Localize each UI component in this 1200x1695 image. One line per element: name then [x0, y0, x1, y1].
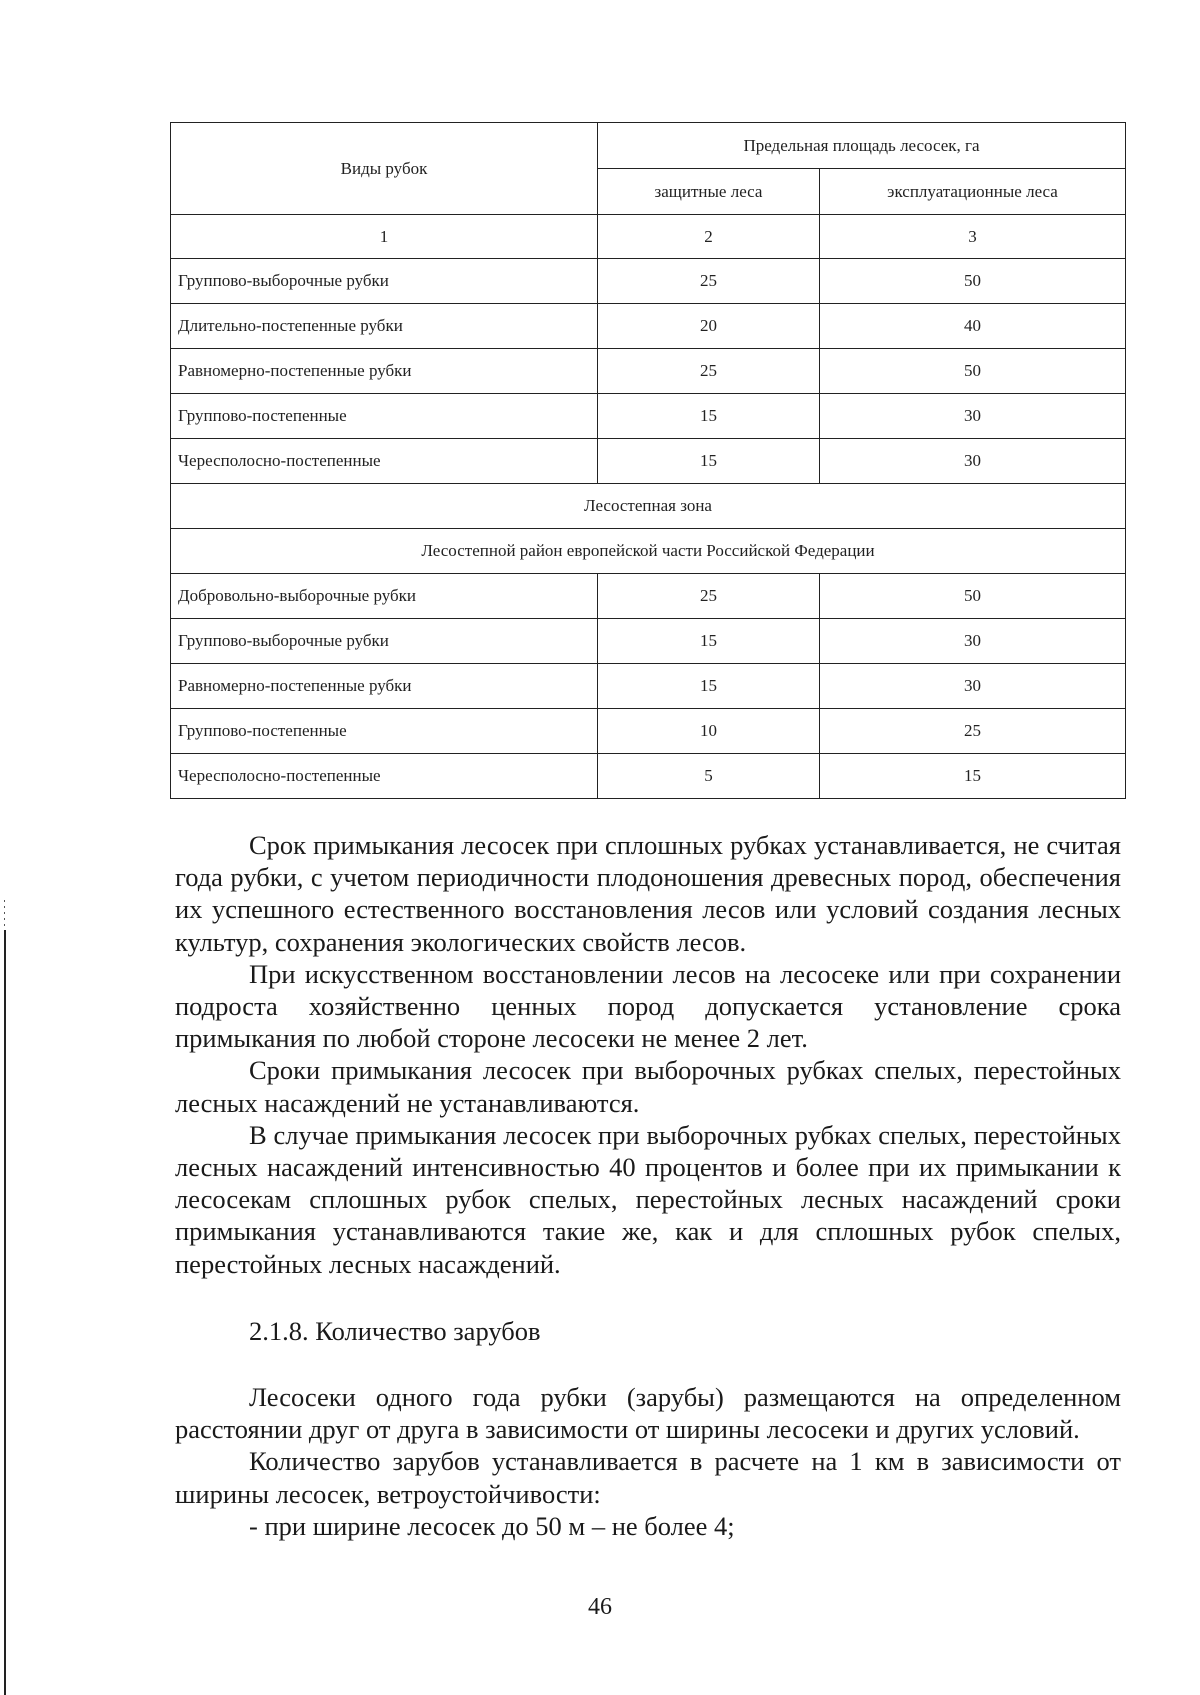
protective-value: 15 [598, 439, 820, 484]
zone-row [171, 484, 1126, 529]
table-row [171, 349, 1126, 394]
table-numbering-row [171, 215, 1126, 259]
paragraph: Срок примыкания лесосек при сплошных рубках устанавливается, не считая года рубки, с учетом периодичности плодоношения древесных пород, обеспечения их успешного естественного восстановления лесов или условий создания лесных культур, сохранения экологических свойств лесов. [175, 830, 1121, 957]
cutting-area-table [170, 122, 1126, 799]
cutting-type: Группово-выборочные рубки [171, 259, 598, 304]
header-exploitation-forests: эксплуатационные леса [820, 169, 1126, 215]
protective-value: 25 [598, 574, 820, 619]
table-row [171, 709, 1126, 754]
page-number: 46 [588, 1594, 612, 1620]
cutting-type: Равномерно-постепенные рубки [171, 349, 598, 394]
cutting-type: Группово-постепенные [171, 709, 598, 754]
section-heading: 2.1.8. Количество зарубов [249, 1316, 541, 1346]
header-max-area: Предельная площадь лесосек, га [598, 123, 1126, 169]
body-text-bottom [175, 1381, 1121, 1542]
protective-value: 15 [598, 664, 820, 709]
protective-value: 25 [598, 349, 820, 394]
exploitation-value: 30 [820, 439, 1126, 484]
cutting-type: Равномерно-постепенные рубки [171, 664, 598, 709]
exploitation-value: 50 [820, 259, 1126, 304]
protective-value: 10 [598, 709, 820, 754]
protective-value: 15 [598, 394, 820, 439]
exploitation-value: 40 [820, 304, 1126, 349]
paragraph: При искусственном восстановлении лесов на лесосеке или при сохранении подроста хозяйственно ценных пород допускается установление срока примыкания по любой стороне лесосеки не менее 2 лет. [175, 958, 1121, 1054]
exploitation-value: 30 [820, 394, 1126, 439]
paragraph: Количество зарубов устанавливается в расчете на 1 км в зависимости от ширины лесосек, ветроустойчивости: [175, 1446, 1121, 1509]
table-row [171, 394, 1126, 439]
scan-edge-line [4, 930, 6, 1695]
cutting-type: Длительно-постепенные рубки [171, 304, 598, 349]
column-number: 1 [171, 215, 598, 259]
protective-value: 25 [598, 259, 820, 304]
exploitation-value: 25 [820, 709, 1126, 754]
bullet-item: - при ширине лесосек до 50 м – не более 4; [249, 1510, 735, 1541]
exploitation-value: 30 [820, 619, 1126, 664]
paragraph: В случае примыкания лесосек при выборочных рубках спелых, перестойных лесных насаждений интенсивностью 40 процентов и более при их примыкании к лесосекам сплошных рубок спелых, перестойных лесных насаждений сроки примыкания устанавливаются такие же, как и для сплошных рубок спелых, перестойных лесных насаждений. [175, 1119, 1121, 1279]
protective-value: 5 [598, 754, 820, 799]
table-row [171, 664, 1126, 709]
paragraph: Лесосеки одного года рубки (зарубы) размещаются на определенном расстоянии друг от друга в зависимости от ширины лесосеки и других условий. [175, 1382, 1121, 1445]
protective-value: 20 [598, 304, 820, 349]
exploitation-value: 15 [820, 754, 1126, 799]
zone-title: Лесостепная зона [171, 484, 1126, 529]
column-number: 2 [598, 215, 820, 259]
table-row [171, 439, 1126, 484]
protective-value: 15 [598, 619, 820, 664]
cutting-type: Добровольно-выборочные рубки [171, 574, 598, 619]
table-row [171, 259, 1126, 304]
table-header-row [171, 123, 1126, 169]
paragraph: Сроки примыкания лесосек при выборочных рубках спелых, перестойных лесных насаждений не устанавливаются. [175, 1055, 1121, 1118]
exploitation-value: 50 [820, 349, 1126, 394]
header-cutting-types: Виды рубок [171, 123, 598, 215]
cutting-type: Чересполосно-постепенные [171, 439, 598, 484]
exploitation-value: 30 [820, 664, 1126, 709]
table-row [171, 574, 1126, 619]
table-row [171, 304, 1126, 349]
table-row [171, 619, 1126, 664]
column-number: 3 [820, 215, 1126, 259]
cutting-type: Группово-выборочные рубки [171, 619, 598, 664]
region-row [171, 529, 1126, 574]
header-protective-forests: защитные леса [598, 169, 820, 215]
body-text-top [175, 829, 1121, 1280]
cutting-type: Группово-постепенные [171, 394, 598, 439]
cutting-type: Чересполосно-постепенные [171, 754, 598, 799]
exploitation-value: 50 [820, 574, 1126, 619]
region-title: Лесостепной район европейской части Российской Федерации [171, 529, 1126, 574]
table-row [171, 754, 1126, 799]
